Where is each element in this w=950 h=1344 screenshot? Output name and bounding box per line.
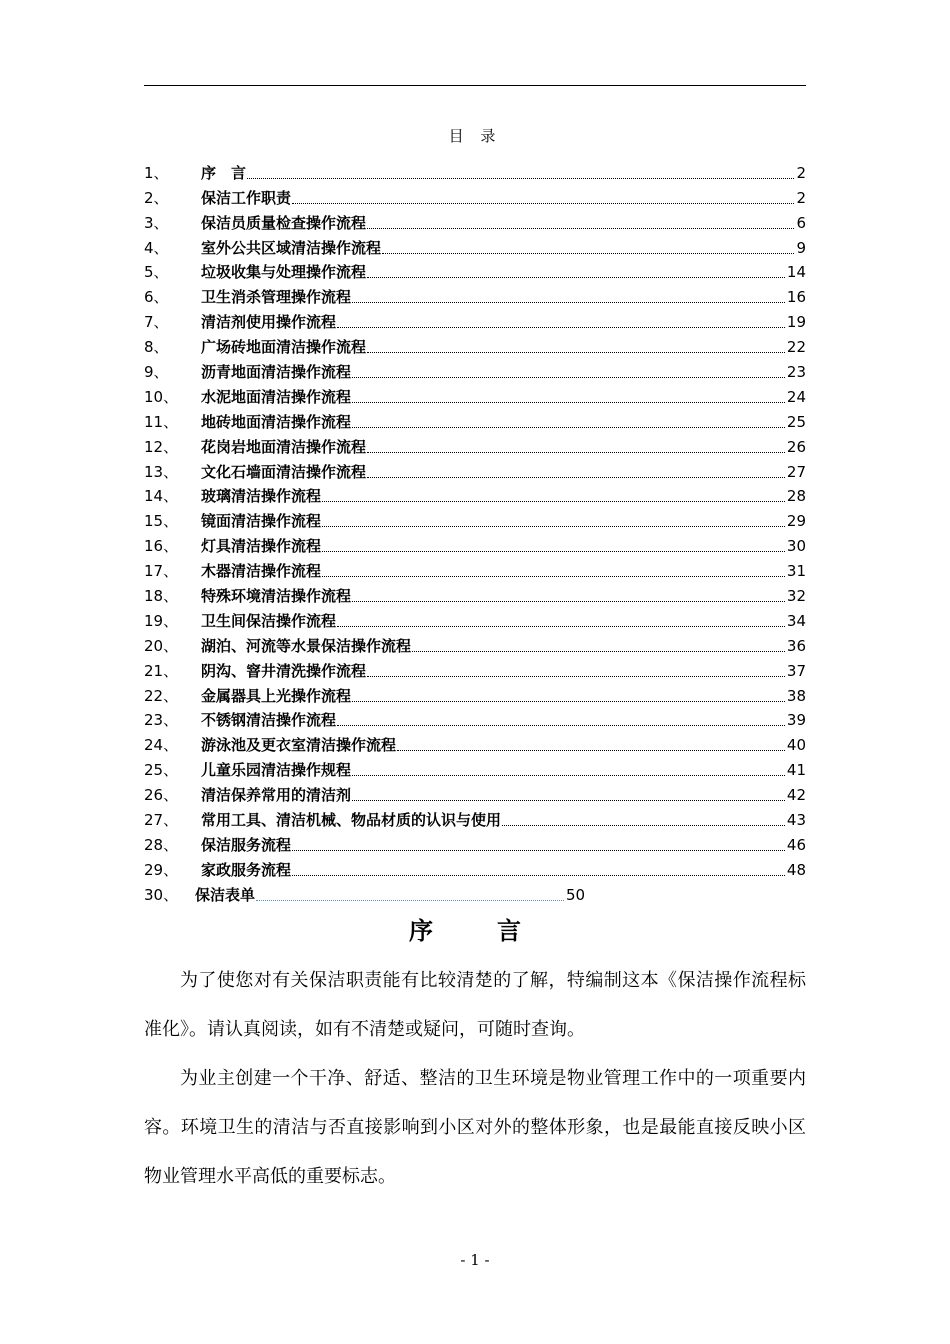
toc-entry-number: 2、	[144, 188, 169, 207]
toc-entry-page: 40	[786, 736, 806, 755]
toc-entry-page: 23	[786, 363, 806, 382]
toc-entry-label: 花岗岩地面清洁操作流程	[201, 437, 367, 456]
toc-entry[interactable]	[144, 755, 806, 780]
toc-entry-page: 24	[786, 387, 806, 406]
toc-entry[interactable]	[144, 606, 806, 631]
toc-entry[interactable]	[144, 332, 806, 357]
toc-entry-page: 14	[786, 263, 806, 282]
toc-dot-leader	[367, 228, 794, 229]
toc-entry-label: 垃圾收集与处理操作流程	[201, 263, 367, 282]
toc-entry-number: 1、	[144, 163, 169, 182]
toc-entry-number: 26、	[144, 786, 179, 805]
toc-dot-leader	[352, 701, 785, 702]
toc-dot-leader	[382, 253, 794, 254]
toc-entry-page: 16	[786, 288, 806, 307]
toc-entry-label: 家政服务流程	[201, 860, 292, 879]
toc-dot-leader	[337, 725, 785, 726]
page-number: - 1 -	[460, 1251, 490, 1269]
toc-entry-label: 地砖地面清洁操作流程	[201, 412, 352, 431]
toc-entry[interactable]	[144, 183, 806, 208]
toc-dot-leader	[352, 377, 785, 378]
toc-dot-leader	[397, 750, 785, 751]
toc-entry-label: 沥青地面清洁操作流程	[201, 363, 352, 382]
toc-entry-page: 22	[786, 338, 806, 357]
toc-entry-label: 常用工具、清洁机械、物品材质的认识与使用	[201, 811, 502, 830]
toc-entry-page: 25	[786, 412, 806, 431]
toc-entry-number: 17、	[144, 562, 179, 581]
toc-entry[interactable]	[144, 780, 806, 805]
toc-entry-number: 28、	[144, 835, 179, 854]
toc-entry-label: 清洁剂使用操作流程	[201, 313, 337, 332]
toc-entry-page: 30	[786, 537, 806, 556]
toc-dot-leader	[322, 526, 785, 527]
toc-entry-page: 34	[786, 611, 806, 630]
toc-dot-leader	[352, 800, 785, 801]
toc-entry-label: 保洁工作职责	[201, 188, 292, 207]
toc-entry[interactable]	[144, 432, 806, 457]
toc-entry-label: 灯具清洁操作流程	[201, 537, 322, 556]
toc-entry-number: 18、	[144, 587, 179, 606]
toc-entry-page: 27	[786, 462, 806, 481]
toc-entry-label: 特殊环境清洁操作流程	[201, 587, 352, 606]
toc-entry-number: 13、	[144, 462, 179, 481]
toc-entry-number: 15、	[144, 512, 179, 531]
toc-entry[interactable]	[144, 357, 806, 382]
toc-entry-page: 2	[796, 188, 806, 207]
toc-entry-label: 玻璃清洁操作流程	[201, 487, 322, 506]
toc-entry-page: 9	[796, 238, 806, 257]
toc-dot-leader	[292, 850, 785, 851]
toc-entry-label: 水泥地面清洁操作流程	[201, 387, 352, 406]
toc-entry-label: 序 言	[201, 163, 247, 182]
toc-entry-label: 阴沟、窨井清洗操作流程	[201, 661, 367, 680]
toc-dot-leader	[352, 402, 785, 403]
toc-entry-label: 游泳池及更衣室清洁操作流程	[201, 736, 397, 755]
toc-entry-page: 37	[786, 661, 806, 680]
toc-entry-page: 41	[786, 761, 806, 780]
toc-dot-leader	[367, 277, 785, 278]
toc-entry-number: 8、	[144, 338, 169, 357]
toc-dot-leader	[322, 576, 785, 577]
toc-entry-page: 2	[796, 163, 806, 182]
toc-entry[interactable]	[144, 382, 806, 407]
toc-entry-label: 保洁服务流程	[201, 835, 292, 854]
toc-entry-number: 12、	[144, 437, 179, 456]
toc-entry-label: 保洁员质量检查操作流程	[201, 213, 367, 232]
toc-entry[interactable]	[144, 805, 806, 830]
toc-dot-leader	[352, 302, 785, 303]
toc-entry-number: 10、	[144, 387, 179, 406]
toc-entry-page: 6	[796, 213, 806, 232]
toc-entry-label: 室外公共区域清洁操作流程	[201, 238, 382, 257]
toc-entry-page: 42	[786, 786, 806, 805]
toc-entry-page: 32	[786, 587, 806, 606]
toc-entry-label: 保洁表单	[195, 885, 256, 904]
toc-entry[interactable]	[144, 208, 806, 233]
toc-entry[interactable]	[144, 531, 806, 556]
toc-entry-page: 36	[786, 636, 806, 655]
toc-dot-leader	[352, 601, 785, 602]
toc-dot-leader	[367, 676, 785, 677]
toc-entry[interactable]	[144, 482, 806, 507]
toc-entry-page: 28	[786, 487, 806, 506]
toc-dot-leader	[337, 626, 785, 627]
toc-entry-page: 38	[786, 686, 806, 705]
toc-entry[interactable]	[144, 681, 806, 706]
toc-entry-number: 11、	[144, 412, 179, 431]
toc-dot-leader	[322, 501, 785, 502]
toc-entry-number: 16、	[144, 537, 179, 556]
toc-entry-page: 29	[786, 512, 806, 531]
toc-entry-number: 4、	[144, 238, 169, 257]
toc-entry[interactable]	[144, 407, 806, 432]
toc-entry-label: 金属器具上光操作流程	[201, 686, 352, 705]
toc-dot-leader	[367, 477, 785, 478]
toc-dot-leader	[247, 178, 794, 179]
toc-entry-label: 卫生间保洁操作流程	[201, 611, 337, 630]
toc-entry-page: 50	[566, 885, 586, 904]
toc-entry-number: 6、	[144, 288, 169, 307]
toc-entry-page: 39	[786, 711, 806, 730]
toc-entry-page: 46	[786, 835, 806, 854]
toc-entry-page: 26	[786, 437, 806, 456]
toc-entry-page: 43	[786, 811, 806, 830]
toc-entry-label: 儿童乐园清洁操作规程	[201, 761, 352, 780]
toc-dot-leader	[256, 900, 564, 901]
toc-dot-leader	[292, 875, 785, 876]
toc-dot-leader	[502, 825, 785, 826]
toc-entry-number: 5、	[144, 263, 169, 282]
toc-entry-last[interactable]	[144, 880, 806, 905]
preface-paragraph-2: 为业主创建一个干净、舒适、整洁的卫生环境是物业管理工作中的一项重要内容。环境卫生的清洁与否直接影响到小区对外的整体形象，也是最能直接反映小区物业管理水平高低的重要标志。	[144, 1068, 806, 1187]
toc-dot-leader	[412, 651, 785, 652]
toc-entry-label: 镜面清洁操作流程	[201, 512, 322, 531]
toc-entry[interactable]	[144, 307, 806, 332]
toc-dot-leader	[352, 775, 785, 776]
toc-entry-label: 清洁保养常用的清洁剂	[201, 786, 352, 805]
toc-entry-label: 卫生消杀管理操作流程	[201, 288, 352, 307]
toc-entry[interactable]	[144, 830, 806, 855]
toc-entry-number: 7、	[144, 313, 169, 332]
toc-entry[interactable]	[144, 556, 806, 581]
toc-entry-number: 21、	[144, 661, 179, 680]
preface-title: 序 言	[409, 917, 541, 945]
toc-entry[interactable]	[144, 506, 806, 531]
toc-dot-leader	[352, 427, 785, 428]
toc-entry[interactable]	[144, 258, 806, 283]
toc-entry-number: 9、	[144, 363, 169, 382]
toc-entry[interactable]	[144, 631, 806, 656]
toc-entry[interactable]	[144, 457, 806, 482]
preface-paragraph-1: 为了使您对有关保洁职责能有比较清楚的了解，特编制这本《保洁操作流程标准化》。请认真阅读，如有不清楚或疑问，可随时查询。	[144, 970, 806, 1040]
toc-entry-number: 20、	[144, 636, 179, 655]
table-of-contents	[144, 158, 806, 905]
toc-entry-page: 48	[786, 860, 806, 879]
toc-entry-number: 29、	[144, 860, 179, 879]
toc-entry[interactable]	[144, 158, 806, 183]
toc-dot-leader	[337, 327, 785, 328]
toc-entry-label: 文化石墙面清洁操作流程	[201, 462, 367, 481]
toc-entry[interactable]	[144, 656, 806, 681]
toc-entry[interactable]	[144, 282, 806, 307]
toc-entry-number: 3、	[144, 213, 169, 232]
toc-entry-page: 19	[786, 313, 806, 332]
toc-entry[interactable]	[144, 581, 806, 606]
toc-entry[interactable]	[144, 233, 806, 258]
toc-dot-leader	[292, 203, 794, 204]
toc-entry[interactable]	[144, 730, 806, 755]
toc-entry-number: 30、	[144, 885, 179, 904]
toc-entry-page: 31	[786, 562, 806, 581]
toc-entry-number: 23、	[144, 711, 179, 730]
toc-entry-label: 木器清洁操作流程	[201, 562, 322, 581]
toc-entry-label: 广场砖地面清洁操作流程	[201, 338, 367, 357]
toc-dot-leader	[367, 352, 785, 353]
toc-entry-number: 19、	[144, 611, 179, 630]
toc-entry-number: 24、	[144, 736, 179, 755]
toc-entry-number: 14、	[144, 487, 179, 506]
toc-entry-label: 不锈钢清洁操作流程	[201, 711, 337, 730]
toc-entry-number: 22、	[144, 686, 179, 705]
toc-entry[interactable]	[144, 706, 806, 731]
toc-dot-leader	[322, 551, 785, 552]
toc-title: 目 录	[448, 127, 502, 145]
toc-entry-label: 湖泊、河流等水景保洁操作流程	[201, 636, 412, 655]
toc-entry-number: 25、	[144, 761, 179, 780]
toc-dot-leader	[367, 452, 785, 453]
toc-entry-number: 27、	[144, 811, 179, 830]
header-rule	[144, 85, 806, 86]
toc-entry[interactable]	[144, 855, 806, 880]
